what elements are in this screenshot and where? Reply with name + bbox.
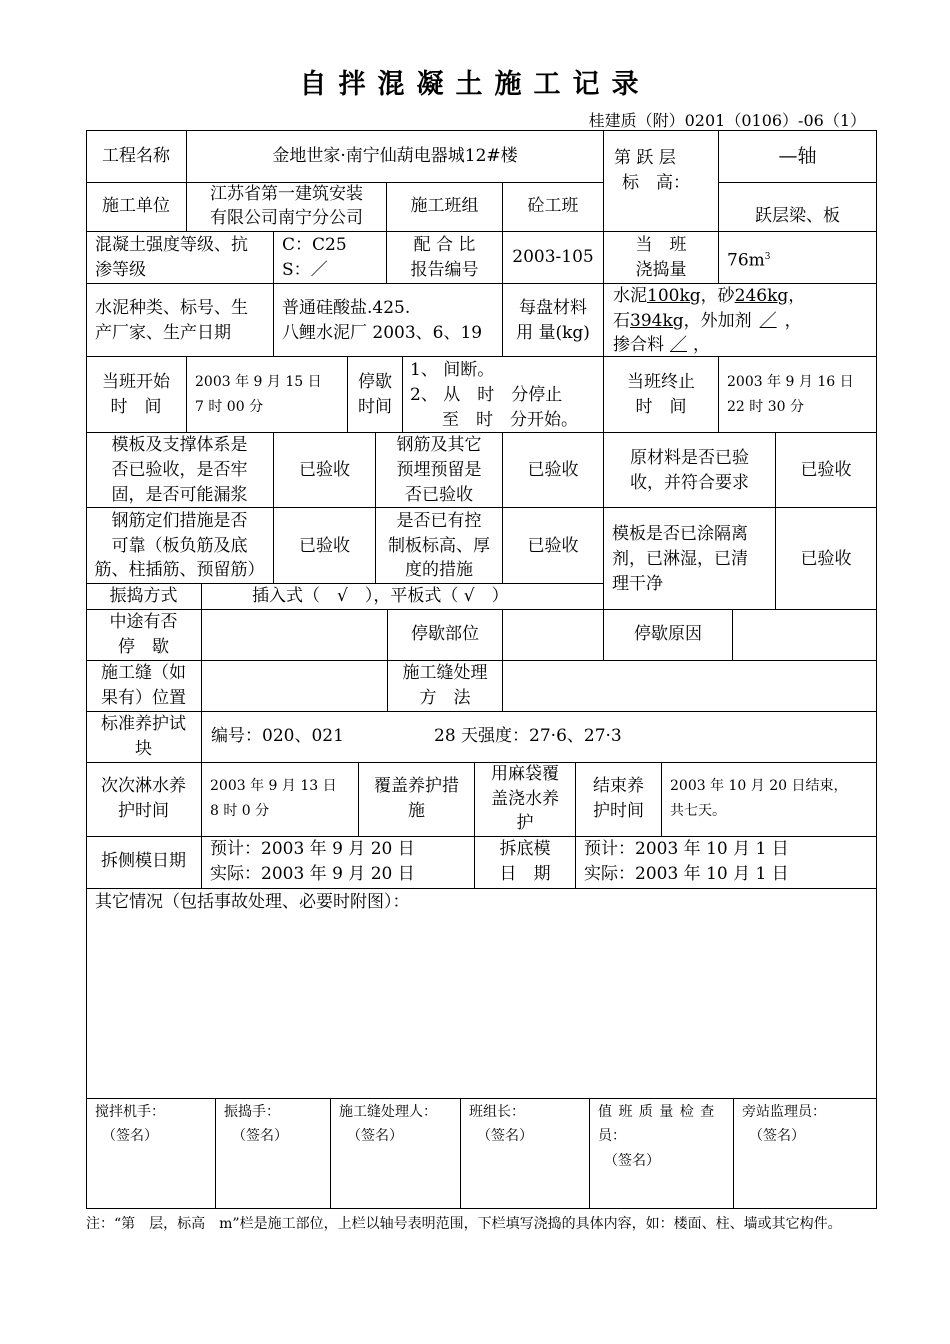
col-line <box>201 609 202 660</box>
project-name-label: 工程名称 <box>102 146 170 166</box>
material-answer[interactable]: 已验收 <box>800 460 852 480</box>
col-line <box>186 356 187 432</box>
quality-inspector-label-line1: 值 班 质 量 检 查 <box>598 1104 716 1120</box>
joint-method-label-line1: 施工缝处理 <box>402 663 488 683</box>
material-question-line2: 收，并符合要求 <box>630 473 749 493</box>
stone-amount[interactable]: 394kg <box>630 311 684 331</box>
row-line <box>86 888 877 889</box>
usage-line3 <box>613 333 710 358</box>
formwork-question-line1: 模板及支撑体系是 <box>111 435 248 455</box>
release-question-line1: 模板是否已涂隔离 <box>612 524 748 544</box>
team-value[interactable]: 砼工班 <box>527 196 579 216</box>
quality-inspector-label-line2: 员： <box>598 1128 626 1144</box>
shift-end-time[interactable]: 22 时 30 分 <box>727 399 804 415</box>
form-code: 桂建质（附）0201（0106）-06（1） <box>588 111 866 130</box>
additive-amount[interactable]: ／ <box>759 311 777 331</box>
cement-factory-value[interactable]: 八鲤水泥厂 2003、6、19 <box>282 323 483 343</box>
elevation-question-line1: 是否已有控 <box>396 511 482 531</box>
col-line <box>661 762 662 836</box>
axis-value[interactable]: —轴 <box>778 145 817 167</box>
supervisor-signature[interactable]: （签名） <box>749 1128 805 1144</box>
elevation-label: 标 高： <box>622 173 690 193</box>
shift-end-label-line2: 时 间 <box>635 397 687 417</box>
mix-label-line2: 报告编号 <box>410 260 479 280</box>
volume-number: 76m <box>727 250 765 271</box>
usage-label-line1: 每盘材料 <box>519 298 587 318</box>
stone-prefix: 石 <box>613 311 630 331</box>
curing-label-line2: 护时间 <box>118 801 169 821</box>
col-line <box>876 130 877 1209</box>
mixer-operator-label: 搅拌机手： <box>95 1104 165 1120</box>
line1-end: ， <box>788 286 806 306</box>
fix-question-line2: 可靠（板负筋及底 <box>111 536 248 556</box>
formwork-question-line3: 固，是否可能漏浆 <box>111 485 248 505</box>
col-line <box>201 762 202 836</box>
side-form-removal-label: 拆侧模日期 <box>101 851 186 871</box>
line3-end: ， <box>693 335 710 355</box>
col-line <box>460 1098 461 1208</box>
mix-report-number[interactable]: 2003-105 <box>512 247 594 267</box>
team-leader-label: 班组长： <box>469 1104 525 1120</box>
rebar-question-line2: 预埋预留是 <box>396 460 482 480</box>
sand-prefix: ，砂 <box>700 286 735 306</box>
cover-measure-label-line2: 施 <box>408 801 425 821</box>
admix-prefix: 掺合料 <box>613 335 664 355</box>
rebar-question-line3: 否已验收 <box>405 485 473 505</box>
curing-end-label-line1: 结束养 <box>593 776 644 796</box>
release-question-line2: 剂，已淋湿，已清 <box>612 549 748 569</box>
shift-start-label-line1: 当班开始 <box>102 372 170 392</box>
grade-label-line1: 混凝土强度等级、抗 <box>95 235 248 255</box>
release-question-line3: 理干净 <box>612 574 663 594</box>
vibration-value[interactable]: 插入式（ √ ），平板式（ √ ） <box>252 586 509 606</box>
pause-reason-label: 停歇原因 <box>634 624 702 644</box>
col-line <box>273 432 274 583</box>
shift-start-date[interactable]: 2003 年 9 月 15 日 <box>195 374 322 390</box>
joint-method-label-line2: 方 法 <box>419 688 471 708</box>
curing-start-date[interactable]: 2003 年 9 月 13 日 <box>210 778 337 794</box>
supervisor-label: 旁站监理员： <box>742 1104 826 1120</box>
col-line <box>603 130 604 232</box>
elevation-question-line2: 制板标高、厚 <box>388 536 490 556</box>
fix-question-line3: 筋、柱插筋、预留筋） <box>94 560 265 580</box>
page-title: 自拌混凝土施工记录 <box>299 69 651 100</box>
curing-label-line1: 次次淋水养 <box>101 776 186 796</box>
col-line <box>718 356 719 432</box>
cover-measure-line1[interactable]: 用麻袋覆 <box>491 764 559 784</box>
unit-value-line1[interactable]: 江苏省第一建筑安装 <box>210 184 363 204</box>
other-situation-label: 其它情况（包括事故处理、必要时附图）： <box>95 892 410 912</box>
shift-end-date[interactable]: 2003 年 9 月 16 日 <box>727 374 854 390</box>
unit-label: 施工单位 <box>102 196 170 216</box>
cement-prefix: 水泥 <box>613 286 647 306</box>
volume-label-line1: 当 班 <box>635 235 687 255</box>
col-line <box>201 660 202 711</box>
row-line <box>86 609 877 610</box>
other-situation-area[interactable] <box>90 918 872 1094</box>
pause-time-label-line2: 时间 <box>358 397 392 417</box>
line2-end: ， <box>784 311 802 331</box>
elevation-answer[interactable]: 已验收 <box>527 536 579 556</box>
usage-label-line2: 用 量(kg) <box>516 323 590 343</box>
shift-start-label-line2: 时 间 <box>110 397 162 417</box>
elevation-question-line3: 度的措施 <box>405 560 473 580</box>
volume-label-line2: 浇捣量 <box>635 260 687 280</box>
grade-label-line2: 渗等级 <box>95 260 146 280</box>
specimen-number[interactable]: 编号：020、021 <box>211 726 344 746</box>
sand-amount[interactable]: 246kg <box>734 286 789 306</box>
pause-line2[interactable]: 2、 从 时 分停止 <box>410 385 563 405</box>
cement-amount[interactable]: 100kg <box>647 286 701 306</box>
col-line <box>718 231 719 283</box>
pause-line1[interactable]: 1、 间断。 <box>410 360 495 380</box>
fix-answer[interactable]: 已验收 <box>299 536 350 556</box>
usage-line2 <box>613 309 802 334</box>
mix-label-line1: 配 合 比 <box>413 235 476 255</box>
col-line <box>575 836 576 888</box>
cover-measure-line2[interactable]: 盖浇水养 <box>491 789 559 809</box>
cover-measure-label-line1: 覆盖养护措 <box>374 776 459 796</box>
col-line <box>732 609 733 660</box>
unit-value-line2[interactable]: 有限公司南宁分公司 <box>210 208 363 228</box>
col-line <box>589 1098 590 1208</box>
pause-location-label: 停歇部位 <box>411 624 479 644</box>
specimen-strength[interactable]: 28 天强度：27·6、27·3 <box>434 726 622 746</box>
joint-position-label-line2: 果有）位置 <box>101 688 186 708</box>
additive-prefix: ，外加剂 <box>683 311 752 331</box>
joint-position-label-line1: 施工缝（如 <box>101 663 186 683</box>
side-removal-planned[interactable]: 预计：2003 年 9 月 20 日 <box>210 839 415 859</box>
col-line <box>273 231 274 283</box>
rebar-question-line1: 钢筋及其它 <box>396 435 482 455</box>
col-line <box>402 356 403 432</box>
row-line <box>86 130 877 131</box>
col-line <box>502 432 503 583</box>
quality-inspector-signature[interactable]: （签名） <box>604 1153 660 1169</box>
row-line <box>86 231 877 232</box>
curing-start-time[interactable]: 8 时 0 分 <box>210 803 270 819</box>
release-answer[interactable]: 已验收 <box>800 549 852 569</box>
team-leader-signature[interactable]: （签名） <box>477 1128 533 1144</box>
col-line <box>330 1098 331 1208</box>
cement-label-line2: 产厂家、生产日期 <box>95 323 231 343</box>
admix-amount[interactable]: ／ <box>670 335 687 355</box>
col-line <box>603 283 604 356</box>
side-removal-actual[interactable]: 实际：2003 年 9 月 20 日 <box>210 864 415 884</box>
project-name-value[interactable]: 金地世家·南宁仙葫电器城12#楼 <box>272 146 518 166</box>
bottom-removal-actual[interactable]: 实际：2003 年 10 月 1 日 <box>584 864 789 884</box>
volume-value[interactable] <box>727 245 771 274</box>
strength-grade-value[interactable]: C：C25 <box>282 235 347 255</box>
joint-handler-signature[interactable]: （签名） <box>347 1128 403 1144</box>
row-line <box>86 711 877 712</box>
curing-end-line1[interactable]: 2003 年 10 月 20 日结束， <box>670 778 848 794</box>
cement-type-value[interactable]: 普通硅酸盐.425. <box>282 298 411 318</box>
impermeability-value[interactable]: S：／ <box>282 260 328 280</box>
footnote: 注：“第 层，标高 m”栏是施工部位，上栏以轴号表明范围，下栏填写浇捣的具体内容，如：楼面、柱、墙或其它构件。 <box>86 1216 842 1232</box>
pause-question-line2: 停 歇 <box>118 637 169 657</box>
fix-question-line1: 钢筋定们措施是否 <box>111 511 248 531</box>
mixer-signature[interactable]: （签名） <box>102 1128 158 1144</box>
formwork-question-line2: 否已验收，是否牢 <box>111 460 248 480</box>
specimen-label-line1: 标准养护试 <box>101 714 186 734</box>
volume-unit-sup: 3 <box>764 252 771 262</box>
row-line <box>718 182 877 183</box>
rebar-answer[interactable]: 已验收 <box>527 460 579 480</box>
pause-line3[interactable]: 至 时 分开始。 <box>442 410 578 430</box>
row-line <box>86 356 877 357</box>
col-line <box>201 711 202 762</box>
col-line <box>273 283 274 356</box>
vibrator-signature[interactable]: （签名） <box>232 1128 288 1144</box>
bottom-form-removal-label-line2: 日 期 <box>499 864 551 884</box>
cover-measure-line3[interactable]: 护 <box>516 813 534 833</box>
bottom-form-removal-label-line1: 拆底模 <box>499 839 551 859</box>
bottom-removal-planned[interactable]: 预计：2003 年 10 月 1 日 <box>584 839 789 859</box>
cement-label-line1: 水泥种类、标号、生 <box>95 298 248 318</box>
col-line <box>215 1098 216 1208</box>
vibration-label: 振捣方式 <box>109 586 178 606</box>
floor-content[interactable]: 跃层梁、板 <box>755 206 840 226</box>
col-line <box>201 836 202 888</box>
col-line <box>201 583 202 609</box>
pause-question-line1: 中途有否 <box>109 612 178 632</box>
joint-handler-label: 施工缝处理人： <box>339 1104 437 1120</box>
floor-label: 第 跃 层 <box>614 148 676 168</box>
curing-end-label-line2: 护时间 <box>593 801 644 821</box>
col-line <box>502 660 503 711</box>
row-line <box>86 1098 877 1099</box>
shift-start-time[interactable]: 7 时 00 分 <box>195 399 264 415</box>
material-question-line1: 原材料是否已验 <box>630 448 749 468</box>
col-line <box>733 1098 734 1208</box>
usage-line1 <box>613 284 805 309</box>
specimen-label-line2: 块 <box>135 739 152 759</box>
vibrator-operator-label: 振捣手： <box>224 1104 280 1120</box>
shift-end-label-line1: 当班终止 <box>627 372 695 392</box>
col-line <box>502 609 503 660</box>
pause-time-label-line1: 停歇 <box>358 372 392 392</box>
formwork-answer[interactable]: 已验收 <box>299 460 350 480</box>
row-line <box>86 1208 877 1209</box>
curing-end-line2[interactable]: 共七天。 <box>670 803 726 819</box>
team-label: 施工班组 <box>410 196 479 216</box>
